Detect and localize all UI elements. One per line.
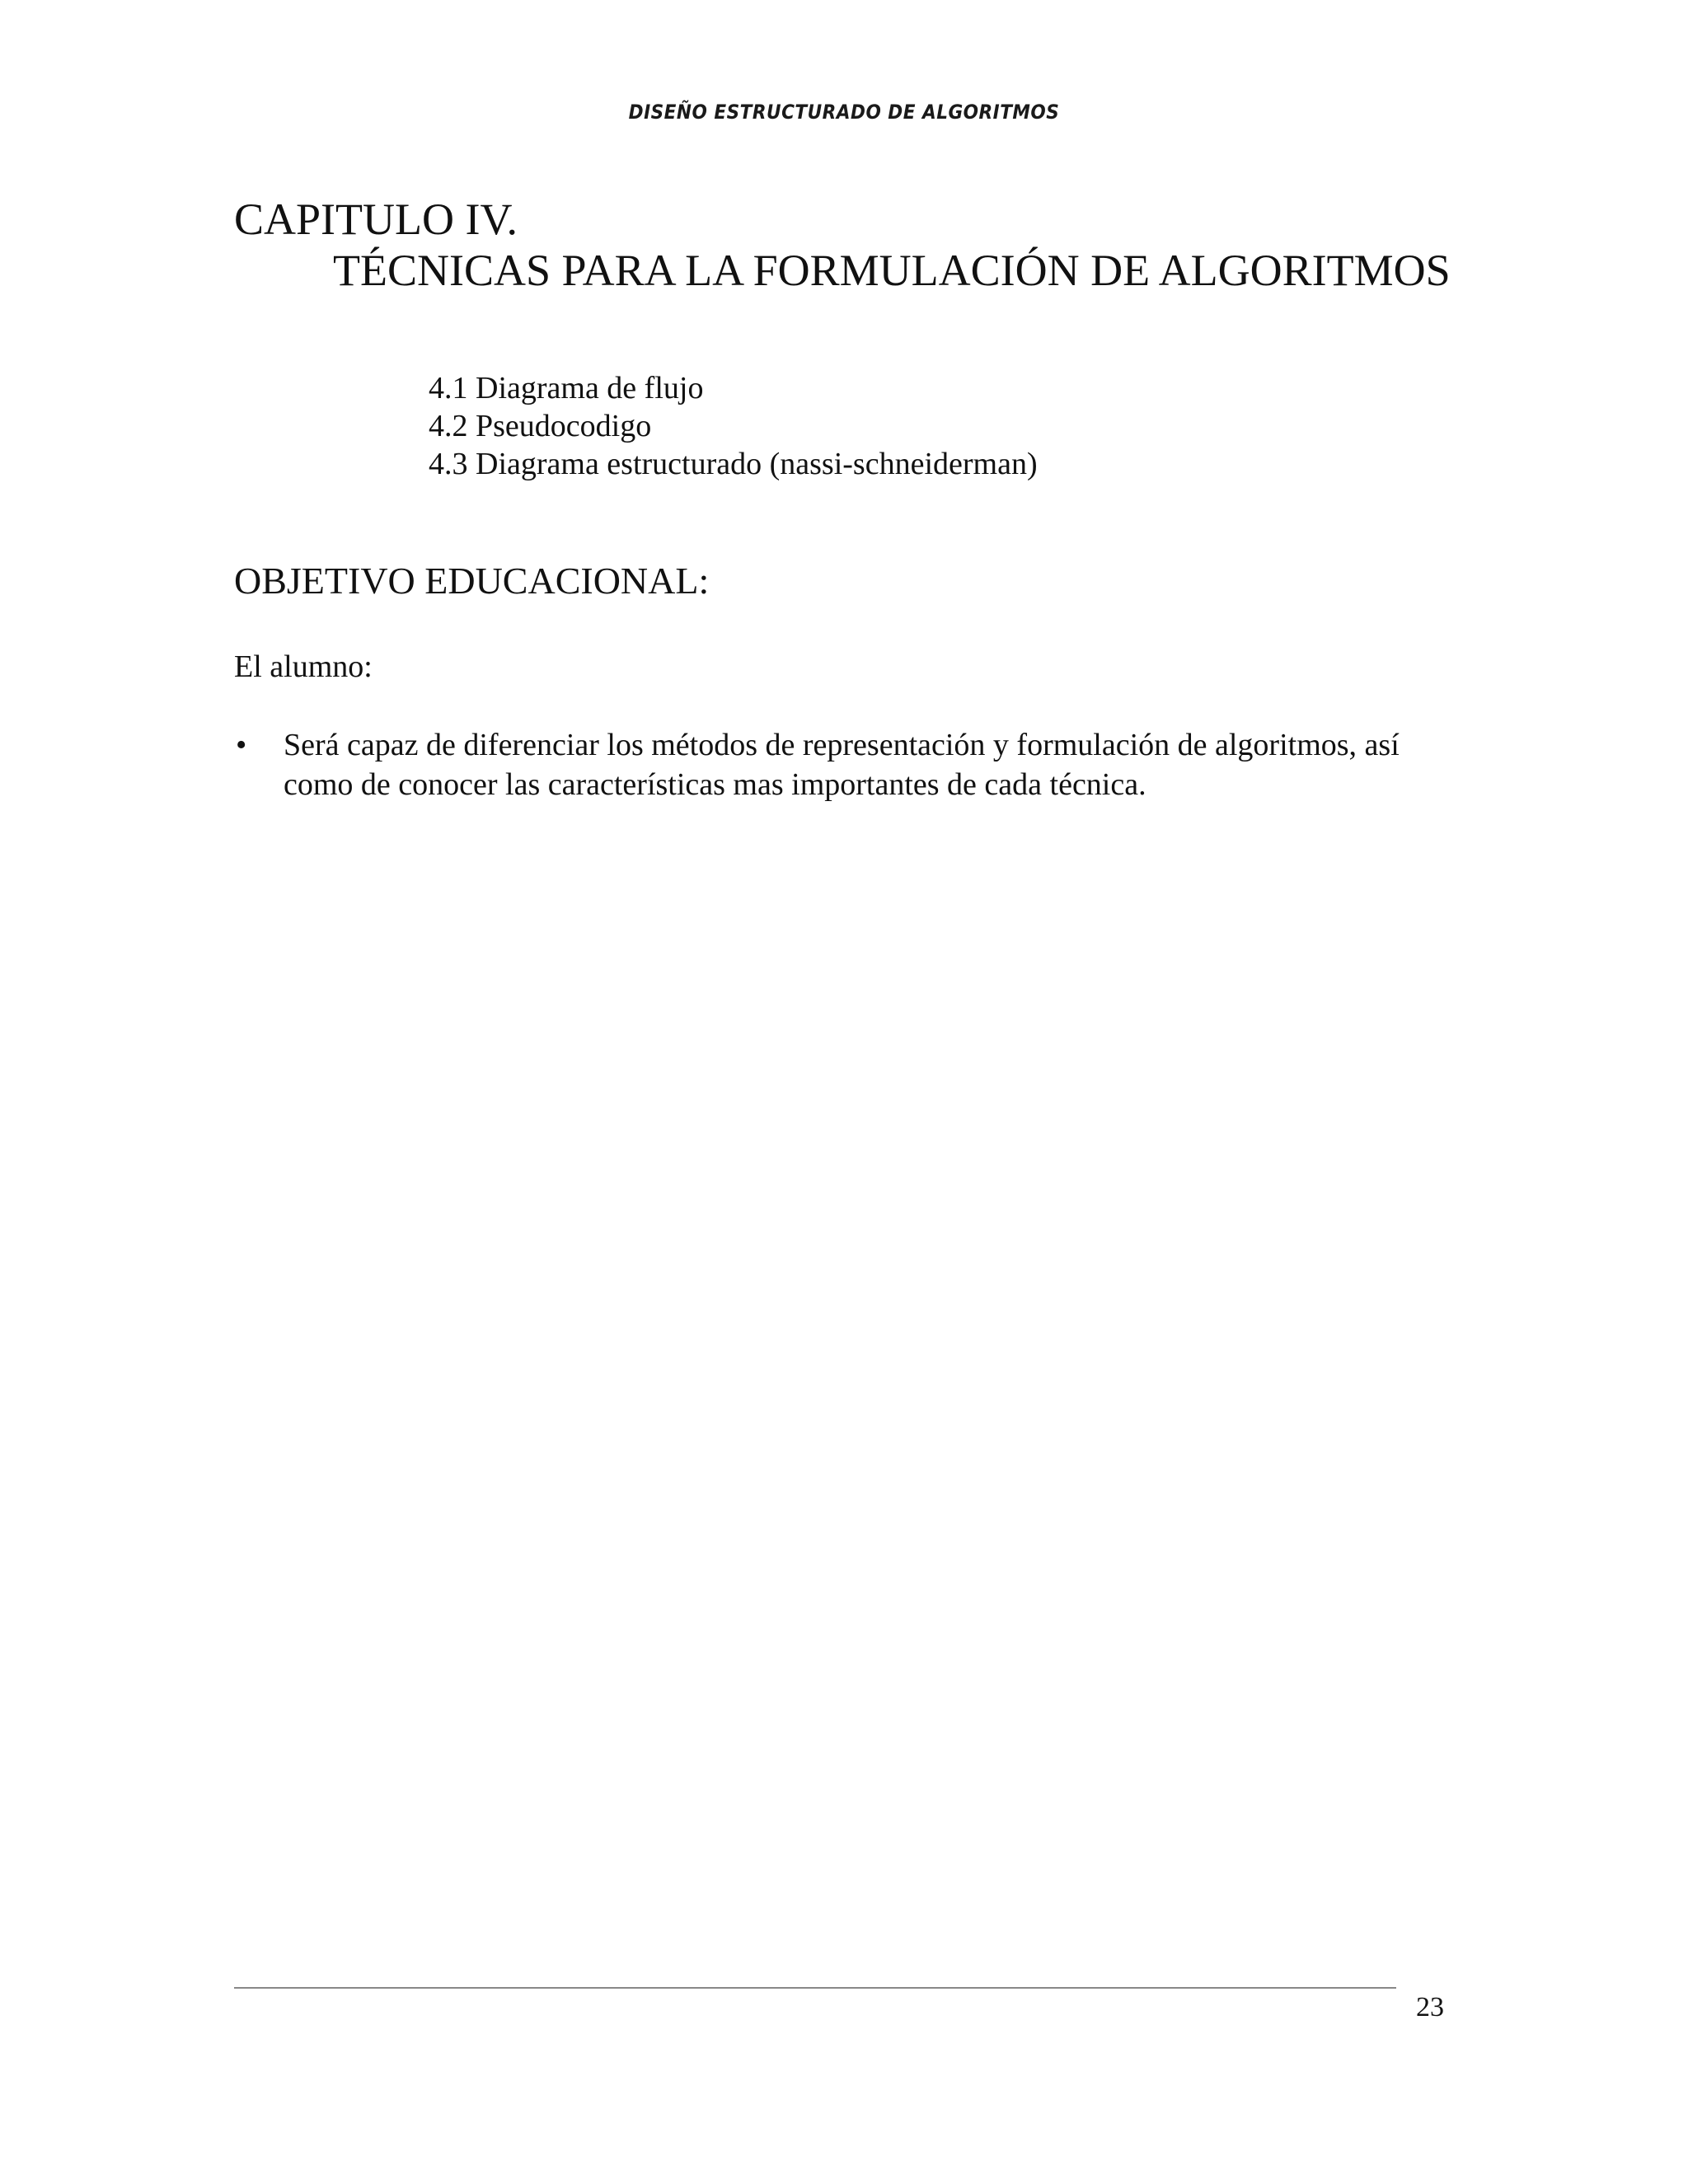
section-item: 4.2 Pseudocodigo: [429, 409, 652, 443]
objective-intro: El alumno:: [234, 649, 373, 684]
objective-heading: OBJETIVO EDUCACIONAL:: [234, 560, 710, 602]
footer-divider: [234, 1987, 1396, 1989]
running-header: DISEÑO ESTRUCTURADO DE ALGORITMOS: [628, 101, 1060, 124]
page-number: 23: [1416, 1992, 1444, 2022]
chapter-title: TÉCNICAS PARA LA FORMULACIÓN DE ALGORITMOS: [333, 246, 1451, 295]
bullet-icon: •: [236, 728, 247, 762]
objective-bullet-item: [234, 725, 1454, 804]
section-item: 4.1 Diagrama de flujo: [429, 371, 704, 405]
objective-bullet-list: [234, 725, 1454, 804]
objective-bullet-text: Será capaz de diferenciar los métodos de representación y formulación de algoritmos, así como de conocer las características mas importantes de cada técnica.: [284, 728, 1400, 802]
chapter-label: CAPITULO IV.: [234, 194, 518, 244]
section-list: [429, 369, 1038, 483]
section-item: 4.3 Diagrama estructurado (nassi-schneiderman): [429, 447, 1038, 481]
